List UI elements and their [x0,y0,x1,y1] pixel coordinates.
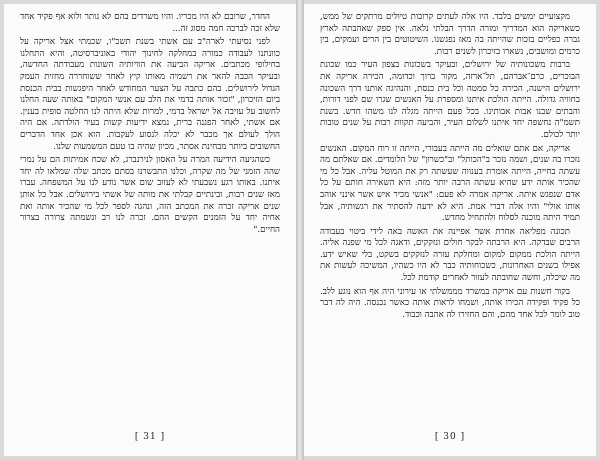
paragraph: תכונה מפליאה אחרת אשר אפיינה את האשה באה לידי ביטוי בעבודה הרבים שבדקה. היא הרבתה לבקר חולים ונזקקים, ודאגה לכל מי שפנה אליה. הייתה הולכת ממקום למקום ומחלקת עזרה לנזקקים בשקט, בלי שאיש ידע. אפילו בשנים האחרונות, כשכוחותיה כבר לא היו כשהיו, המשיכה לעשות את מה שיכלה, וחשה שחובתה לעזור לאחרים קודמת לכל. [320,226,580,284]
right-page [304,4,596,456]
paragraph: מקצועיים ימשים בלבד. היו אלה לעתים קרובות טיולים מרתקים של ממש, כשאריקה הוא המדריך ומורה הדרך הבלתי נלאה. אין ספק שאהבתה לארץ גברה כפליים בזכות שהייתה בה מאז נפגשנו. השיטוטים בין הרים ועמקים, בין כרמים ומושבים, נשארו בזיכרון לשנים רבות. [320,12,580,57]
paragraph: כשהגיעה הידיעה המרה על האסון לנירנברג, לא שכח אמיתות הם על נמרי שהה הזמני של מה שקרה, וכלנו התבשרנו בסתם מכתב שלה שמלאו לה יחד איתנו. באותו רגע נשבעתי לא לעזוב שום אשר נודע לנו על המשפחה. עברו מאז שנים רבות, ובינתיים קבלתי את מותה של אשתי בירושלים. אבל כל אותן שנים אריקה זכרה את המכתב הזה, ונהגה לספר לכל מי שהכיר אותה ואת אחיה יחד על הזמנים הקשים ההם. זכרה לנו רב ונשמתה צרורה בצרור החיים." [20,155,280,235]
paragraph: לפני נסיעתי לארה"ב עם אשתי בשנת תשכ"ו, שכמתי אצל אריקה על כוונתנו לעבודה כמורה במחלקה לחינוך יהודי באוניברסיטה, והיא התחלנו בחילופי מכתבים. אריקה הביעה את הוויותיה השונות מעבודתה החדשה, ובעיקר הכבה להאר את רשמיה מאותו קיץ לאחר ששוחררה מחזית העמק הגדול לירושלים. בהם כתבה על הצער המחודש לאחר היפגשות בבית הכנסת ביום הזיכרון, "זכור אותה בדמי את הלב עם אנשי המקום" באותה שעה החלנו לחשוב על עזיבה אל ישראל בדמי, למרות שלא היתה לנו החלטה סופית בענין. אם אשתי, לאחר הפגנה ברית, נמצא ידיעות קשות בעיר הולדתה. אם היה הולך לעולם אך מכבר לא יכלה לנסוע לעקבות. הוא אכן אחד הדברים החשובים ביותר מבחינת אסתר, מכיון שהיה בו טעם המשמעות שלנו. [20,37,280,152]
paragraph: ברבות משכונותיה של ירושלים, ובעיקר בשכונות בצפון העיר כמו שכונת הבוכרים, כרם־אברהם, תל־ארזה, מקור ברוך וכדומה, הכירה אריקה את ירושלים הישנה, הכירה כל סמטה וכל בית כנסת, והנהיגה אותנו דרך השכונה בחוויה גדולה. הייתה הולכת איתנו ומספרת על האנשים שגרו שם לפני דורות, והבתים שבנו אבות אבותינו. בכל פעם הייתה מגלה לנו משהו חדש. בשנת תשמ"ה נחשפה יחד איתנו לשלום העיר, והביעה תקוות רבות על שנים טובות יותר לכולם. [320,60,580,140]
left-page [4,4,296,456]
left-page-text [20,12,280,236]
paragraph: אריקה, אם אתם שואלים מה הייתה בעבורי, הייתה זו רוח המקום. האנשים נזכרו בה שנים, ושמה נזכר ב"הכותל" וב"כשרון" של הלומדים. אם שאלתם מה עשתה בחייה, הייתה אומרת בענווה שעשתה רק את המוטל עליה. אבל כל מי שהכיר אותה ידע שהיא עשתה הרבה יותר מזה: היא השאירה חותם על כל אדם שנפגש איתה. אריקה אמרה לא פעם: "אנשי מכיר איש אשר אינני אוהב אותו אולי" והיו אלה דברי אמת. היא לא ידעה להסתיר את רגשותיה, אבל תמיד היתה מוכנה לסלוח ולהתחיל מחדש. [320,143,580,224]
right-page-text [320,12,580,321]
page-number: [ 30 ] [434,432,466,442]
paragraph: החדר, שרובם לא היו מכריו. והיו משרדים בהם לא נותר ולוא אף פקיד אחד שלא זכה לברכה חמה מסוג זה... [20,12,280,34]
paragraph: בקור חשנות עם אריקה במשרד מממשלתי או עירוני היה אף הוא נוגע ללב. כל פקיד ופקידה הכירו אותה, ושמחו לראות אותה כאשר נכנסה. היה לה דבר טוב לומר לכל אחד מהם, והם החזירו לה אהבה וכבוד. [320,286,580,320]
book-gutter [296,0,304,460]
page-number: [ 31 ] [134,432,166,442]
